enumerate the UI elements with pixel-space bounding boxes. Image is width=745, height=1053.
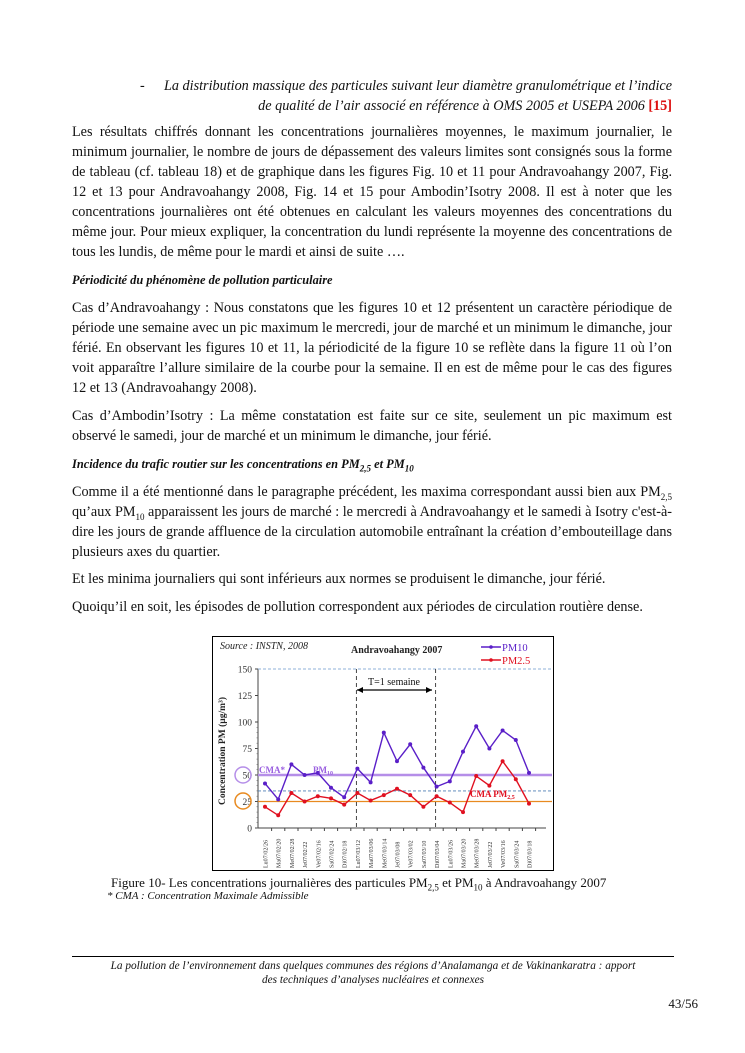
period-annotation (357, 677, 432, 693)
subscript: 10 (135, 511, 145, 522)
page-number: 43/56 (668, 996, 698, 1011)
data-point (289, 762, 293, 766)
period-label: T=1 semaine (367, 677, 421, 688)
caption-text: Figure 10- Les concentrations journalières des particules PM (111, 875, 428, 890)
caption-text: à Andravoahangy 2007 (482, 875, 607, 890)
x-tick-label: Ma07/03/06 (369, 838, 376, 868)
data-point (263, 805, 267, 809)
x-tick-label: Sa07/02/24 (329, 840, 336, 868)
data-point (448, 779, 452, 783)
heading-text: et PM (371, 457, 405, 471)
x-tick-label: Ma07/02/20 (276, 838, 283, 868)
data-point (263, 781, 267, 785)
legend (481, 643, 530, 667)
heading-subscript: 2,5 (359, 463, 372, 474)
data-point (355, 767, 359, 771)
y-tick-label: 125 (237, 692, 252, 702)
caption-text: et PM (438, 875, 474, 890)
data-point (527, 771, 531, 775)
x-tick-label: Ma07/03/20 (461, 838, 468, 868)
y-tick-label: 25 (242, 798, 252, 808)
y-axis-label: Concentration PM (µg/m³) (218, 696, 228, 806)
data-point (382, 793, 386, 797)
y-tick-label: 0 (247, 824, 252, 835)
text: apparaissent les jours de marché : le mercredi à Andravoahangy et le samedi à Isotry c'est-à-dire les jours de grande affluence de la circulation automobile entraînant la création d’embouteillage dans plusieurs axes du quartier. (72, 504, 672, 560)
bullet-marker: - (140, 78, 145, 94)
paragraph-andravoahangy: Cas d’Andravoahangy : Nous constatons que les figures 10 et 12 présentent un caractère périodique de période une semaine avec un pic maximum le mercredi, jour de marché et un minimum le dimanche, jour férié. En observant les figures 10 et 11, la périodicité de la figure 10 se reflète dans la figure 11 où l’on voit apparaître l’allure similaire de la courbe pour la semaine. Il en est de même pour le cas des figures 12 et 13 (Andravoahangy 2008). (72, 300, 672, 396)
text: qu’aux PM (72, 504, 136, 520)
x-tick-label: Di07/02/18 (342, 840, 349, 868)
cma-pm10-series-label: $PM_{10}$ (313, 765, 333, 777)
chart-title: Andravoahangy 2007 (351, 645, 443, 656)
x-axis-labels (264, 839, 534, 868)
data-point (487, 747, 491, 751)
footer-line-1: La pollution de l’environnement dans quelques communes des régions d’Analamanga et de Vakinankaratra : apport (110, 960, 636, 972)
data-point (527, 802, 531, 806)
paragraph-ambodin-isotry: Cas d’Ambodin’Isotry : La même constatation est faite sur ce site, seulement un pic maximum est observé le samedi, jour de marché et un minimum le dimanche, jour férié. (72, 408, 672, 444)
bullet-item (164, 76, 672, 116)
data-point (461, 810, 465, 814)
data-point (395, 759, 399, 763)
data-point (474, 774, 478, 778)
data-point (408, 742, 412, 746)
section-heading-traffic (72, 457, 414, 472)
source-label: Source : INSTN, 2008 (220, 641, 308, 652)
footer-divider (72, 956, 674, 957)
data-point (289, 791, 293, 795)
data-point (276, 797, 280, 801)
figure-chart (212, 636, 554, 871)
text: Comme il a été mentionné dans le paragraphe précédent, les maxima correspondant aussi bien aux PM (72, 484, 661, 500)
data-point (303, 773, 307, 777)
data-point (395, 787, 399, 791)
data-point (514, 738, 518, 742)
x-tick-label: Di07/03/18 (527, 840, 534, 868)
x-tick-label: Ve07/03/02 (408, 840, 415, 868)
x-tick-label: Ve07/03/16 (501, 840, 508, 868)
figure-caption (111, 875, 606, 891)
data-point (435, 794, 439, 798)
caption-subscript: 2,5 (427, 882, 439, 893)
caption-subscript: 10 (473, 882, 483, 893)
reference-link[interactable]: [15] (648, 98, 672, 114)
bullet-text: La distribution massique des particules suivant leur diamètre granulométrique et l’indice de qualité de l’air associé en référence à OMS 2005 et USEPA 2006 (164, 78, 672, 114)
legend-pm10: PM10 (502, 643, 528, 654)
x-tick-label: Sa07/03/10 (421, 840, 428, 868)
y-tick-label: 100 (237, 718, 252, 729)
x-tick-label: Di07/03/04 (435, 840, 442, 868)
x-tick-label: Me07/02/28 (289, 838, 296, 868)
data-point (474, 724, 478, 728)
y-tick-label: 50 (242, 771, 252, 782)
data-point (316, 794, 320, 798)
x-tick-label: Je07/03/08 (395, 841, 402, 868)
paragraph-minima: Et les minima journaliers qui sont inférieurs aux normes se produisent le dimanche, jour férié. (72, 571, 606, 587)
paragraph-results: Les résultats chiffrés donnant les concentrations journalières moyennes, le maximum journalier, le minimum journalier, le nombre de jours de dépassement des valeurs limites sont consignés sous la forme de tableau (cf. tableau 18) et de graphique dans les figures Fig. 10 et 11 pour Andravoahangy 2007, Fig. 12 et 13 pour Andravoahangy 2008, Fig. 14 et 15 pour Ambodin’Isotry 2008. Il est à noter que les concentrations journalières ont été obtenues en calculant les valeurs moyennes des concentrations du même jour. Pour mieux expliquer, la concentration du lundi représente la moyenne des concentrations de tous les lundis, de même pour le mardi et ainsi de suite …. (72, 124, 672, 260)
data-point (487, 784, 491, 788)
data-point (448, 801, 452, 805)
subscript: 2,5 (660, 491, 672, 502)
line-chart (213, 637, 553, 870)
data-series (263, 724, 531, 817)
x-tick-label: Me07/03/28 (474, 838, 481, 868)
reference-lines (258, 669, 552, 828)
data-point (329, 786, 333, 790)
paragraph-conclusion: Quoiqu’il en soit, les épisodes de pollution correspondent aux périodes de circulation routière dense. (72, 599, 643, 615)
x-tick-label: Me07/03/14 (382, 838, 389, 868)
data-point (501, 728, 505, 732)
data-point (329, 796, 333, 800)
y-tick-label: 75 (242, 745, 252, 755)
data-point (514, 777, 518, 781)
data-point (435, 785, 439, 789)
heading-text: Incidence du trafic routier sur les concentrations en PM (72, 457, 360, 471)
x-tick-label: Sa07/03/24 (514, 840, 521, 868)
section-heading-periodicity: Périodicité du phénomène de pollution particulaire (72, 273, 333, 287)
paragraph-maxima (72, 482, 672, 562)
legend-pm25: PM2.5 (502, 656, 531, 667)
cma-pm10-label: CMA* (259, 765, 285, 775)
x-tick-label: Je07/03/22 (487, 841, 494, 868)
x-tick-label: Lu07/03/26 (448, 840, 455, 868)
x-tick-label: Je07/02/22 (303, 841, 310, 868)
cma-pm25-label: CMA $PM_{2,5}$ (470, 789, 515, 801)
data-point (461, 750, 465, 754)
data-point (501, 759, 505, 763)
x-tick-label: Lu07/02/26 (263, 840, 270, 868)
data-point (355, 791, 359, 795)
x-tick-label: Lu07/03/12 (355, 840, 362, 868)
x-tick-label: Ve07/02/16 (316, 840, 323, 868)
heading-subscript: 10 (404, 463, 414, 474)
data-point (342, 803, 346, 807)
data-point (369, 780, 373, 784)
figure-note: * CMA : Concentration Maximale Admissible (107, 890, 309, 902)
data-point (421, 805, 425, 809)
data-point (276, 813, 280, 817)
data-point (369, 798, 373, 802)
data-point (382, 731, 386, 735)
data-point (421, 766, 425, 770)
page-footer (72, 959, 674, 987)
data-point (342, 795, 346, 799)
y-tick-label: 150 (237, 665, 252, 676)
data-point (408, 793, 412, 797)
data-point (303, 800, 307, 804)
footer-line-2: des techniques d’analyses nucléaires et connexes (262, 974, 484, 986)
